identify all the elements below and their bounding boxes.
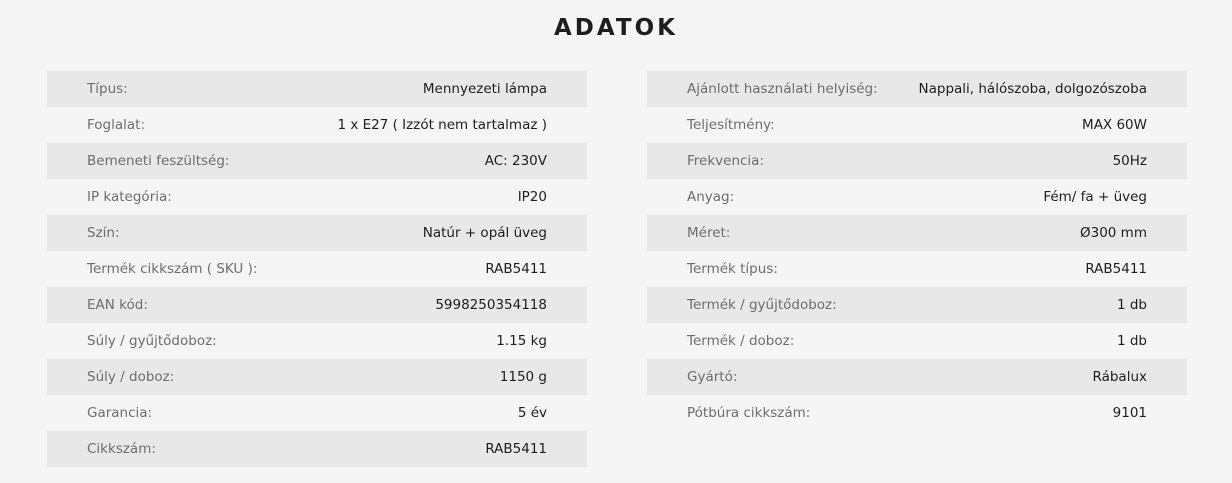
spec-row [647,179,1187,215]
spec-value: Natúr + opál üveg [422,225,547,241]
spec-row [47,323,587,359]
spec-value: RAB5411 [485,261,547,277]
spec-value: AC: 230V [484,153,547,169]
spec-value: IP20 [517,189,547,205]
spec-value: Nappali, hálószoba, dolgozószoba [918,81,1147,97]
spec-row [647,395,1187,431]
spec-value: 1 db [1116,297,1147,313]
spec-row [47,107,587,143]
spec-row [647,107,1187,143]
spec-label: Súly / gyűjtődoboz: [87,333,217,349]
spec-label: Méret: [687,225,731,241]
spec-value: 1150 g [499,369,547,385]
spec-row [47,359,587,395]
spec-row [647,359,1187,395]
spec-value: Fém/ fa + üveg [1043,189,1147,205]
spec-label: Termék típus: [687,261,778,277]
spec-row [647,251,1187,287]
spec-value: Mennyezeti lámpa [422,81,547,97]
spec-value: RAB5411 [1085,261,1147,277]
spec-value: MAX 60W [1082,117,1147,133]
spec-row [47,143,587,179]
spec-label: Teljesítmény: [687,117,775,133]
spec-label: Termék / doboz: [687,333,795,349]
spec-label: Pótbúra cikkszám: [687,405,811,421]
spec-row [647,215,1187,251]
spec-value: 1.15 kg [496,333,547,349]
spec-label: Súly / doboz: [87,369,175,385]
spec-label: Foglalat: [87,117,146,133]
spec-value: Ø300 mm [1080,225,1147,241]
spec-label: Cikkszám: [87,441,156,457]
spec-value: 5 év [517,405,547,421]
spec-label: EAN kód: [87,297,148,313]
spec-label: Ajánlott használati helyiség: [687,81,878,97]
spec-label: IP kategória: [87,189,172,205]
spec-value: 1 x E27 ( Izzót nem tartalmaz ) [337,117,547,133]
spec-label: Szín: [87,225,120,241]
spec-row [47,251,587,287]
spec-row [47,431,587,467]
spec-value: Rábalux [1092,369,1147,385]
spec-value: 5998250354118 [435,297,547,313]
spec-row [47,395,587,431]
spec-value: 9101 [1112,405,1147,421]
spec-row [647,143,1187,179]
spec-row [47,215,587,251]
spec-label: Frekvencia: [687,153,765,169]
spec-row [47,71,587,107]
specs-table-left [47,71,587,467]
spec-label: Anyag: [687,189,735,205]
specs-table-right [647,71,1187,431]
spec-value: RAB5411 [485,441,547,457]
spec-row [647,71,1187,107]
spec-row [47,287,587,323]
spec-row [47,179,587,215]
spec-row [647,323,1187,359]
spec-value: 50Hz [1112,153,1147,169]
section-title: ADATOK [554,15,678,41]
spec-label: Garancia: [87,405,153,421]
spec-label: Termék cikkszám ( SKU ): [87,261,258,277]
spec-label: Bemeneti feszültség: [87,153,230,169]
spec-value: 1 db [1116,333,1147,349]
spec-label: Típus: [87,81,128,97]
spec-label: Termék / gyűjtődoboz: [687,297,837,313]
spec-row [647,287,1187,323]
spec-label: Gyártó: [687,369,738,385]
